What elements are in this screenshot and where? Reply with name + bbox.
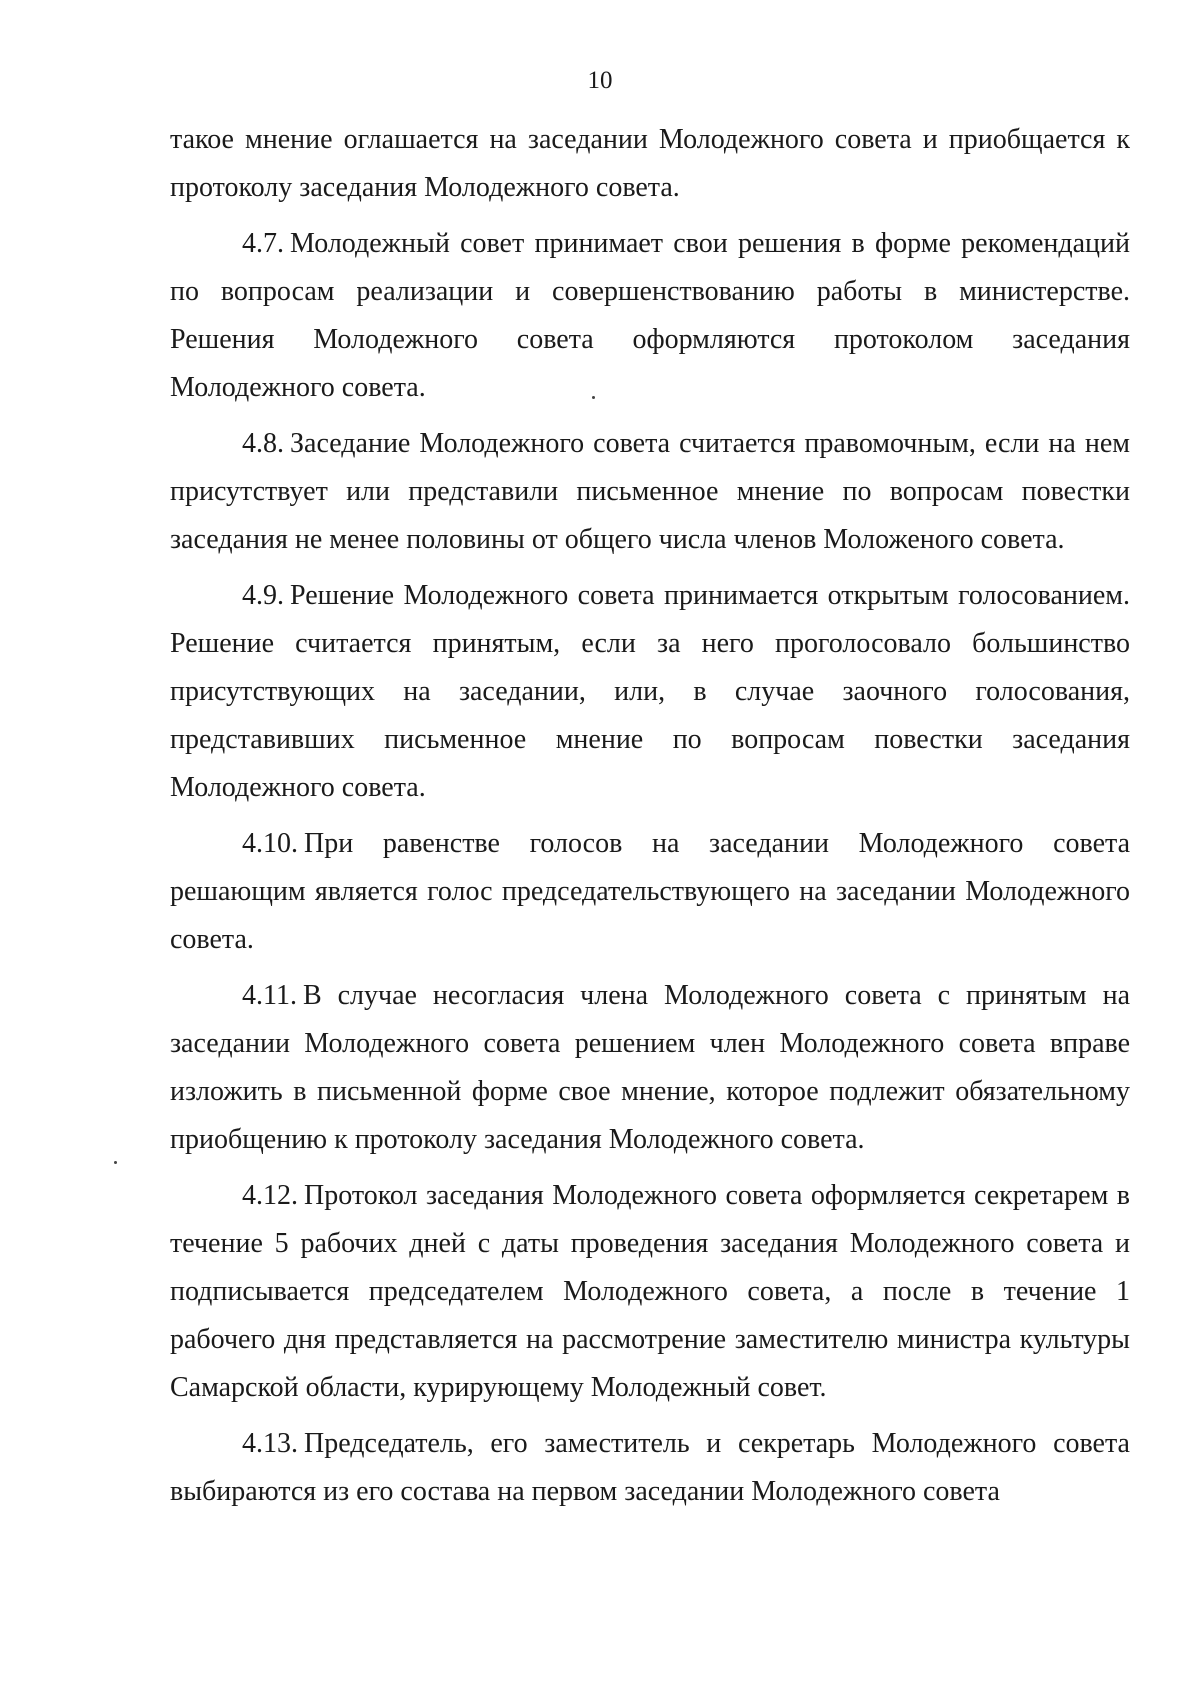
clause-4-12: [170, 1172, 1130, 1412]
document-body: [170, 116, 1130, 1524]
clause-4-7: [170, 220, 1130, 412]
clause-4-8: [170, 420, 1130, 564]
clause-number: 4.12.: [242, 1180, 298, 1211]
clause-number: 4.7.: [242, 228, 284, 259]
paragraph-text: Председатель, его заместитель и секретарь Молодежного совета выбираются из его состава на первом заседании Молодежного совета: [170, 1428, 1130, 1507]
clause-number: 4.11.: [242, 980, 297, 1011]
clause-number: 4.10.: [242, 828, 298, 859]
clause-4-9: [170, 572, 1130, 812]
paragraph-text: Решение Молодежного совета принимается открытым голосованием. Решение считается принятым, если за него проголосовало большинство присутствующих на заседании, или, в случае заочного голосования, представивших письменное мнение по вопросам повестки заседания Молодежного совета.: [170, 580, 1130, 803]
paragraph-text: Молодежный совет принимает свои решения в форме рекомендаций по вопросам реализации и совершенствованию работы в министерстве. Решения Молодежного совета оформляются протоколом заседания Молодежного совета.: [170, 228, 1130, 403]
scan-speck: [114, 1161, 117, 1164]
clause-number: 4.9.: [242, 580, 284, 611]
paragraph-text: Заседание Молодежного совета считается правомочным, если на нем присутствует или представили письменное мнение по вопросам повестки заседания не менее половины от общего числа членов Моложеного совета.: [170, 428, 1130, 555]
paragraph-text: Протокол заседания Молодежного совета оформляется секретарем в течение 5 рабочих дней с даты проведения заседания Молодежного совета и подписывается председателем Молодежного совета, а после в течение 1 рабочего дня представляется на рассмотрение заместителю министра культуры Самарской области, курирующему Молодежный совет.: [170, 1180, 1130, 1403]
paragraph-text: При равенстве голосов на заседании Молодежного совета решающим является голос председательствующего на заседании Молодежного совета.: [170, 828, 1130, 955]
clause-number: 4.8.: [242, 428, 284, 459]
paragraph-text: такое мнение оглашается на заседании Молодежного совета и приобщается к протоколу заседания Молодежного совета.: [170, 124, 1130, 203]
clause-number: 4.13.: [242, 1428, 298, 1459]
page-number: 10: [587, 67, 613, 94]
scan-speck: [592, 396, 595, 399]
clause-4-13: [170, 1420, 1130, 1516]
paragraph-continuation: [170, 116, 1130, 212]
clause-4-10: [170, 820, 1130, 964]
paragraph-text: В случае несогласия члена Молодежного совета с принятым на заседании Молодежного совета решением член Молодежного совета вправе изложить в письменной форме свое мнение, которое подлежит обязательному приобщению к протоколу заседания Молодежного совета.: [170, 980, 1130, 1155]
clause-4-11: [170, 972, 1130, 1164]
